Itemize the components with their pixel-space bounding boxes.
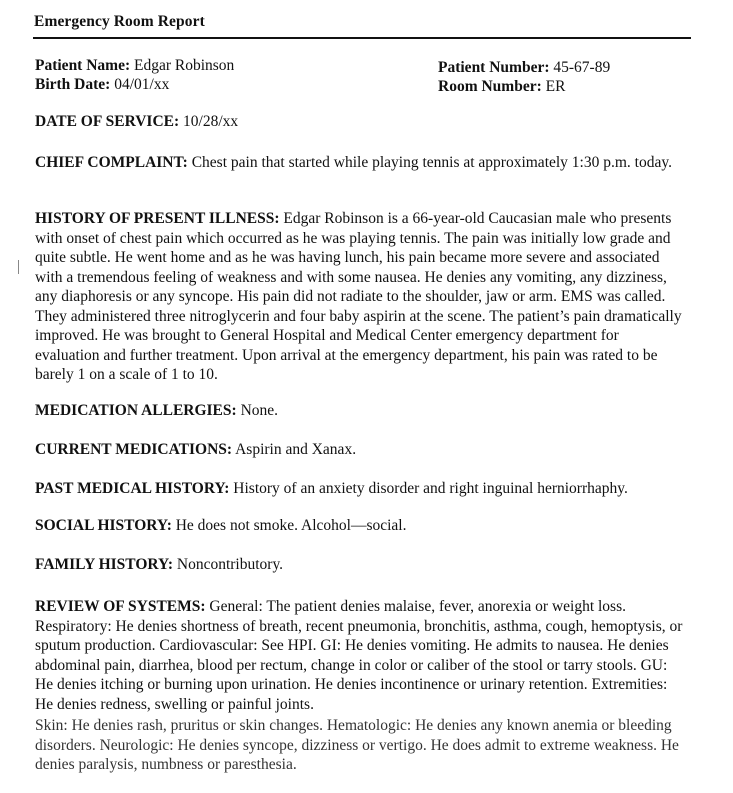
room-number-value: ER <box>545 78 566 95</box>
chief-complaint-label: CHIEF COMPLAINT: <box>35 154 188 171</box>
ros-section <box>35 597 687 714</box>
patient-number-value: 45-67-89 <box>553 59 611 76</box>
patient-name-label: Patient Name: <box>35 57 131 74</box>
social-history-text: He does not smoke. Alcohol—social. <box>175 517 407 534</box>
chief-complaint-section <box>35 153 687 173</box>
patient-number-row <box>438 58 610 78</box>
margin-mark <box>18 260 19 274</box>
family-history-text: Noncontributory. <box>176 556 284 573</box>
ros-label: REVIEW OF SYSTEMS: <box>35 598 206 615</box>
ros-continuation: Skin: He denies rash, pruritus or skin changes. Hematologic: He denies any known anemia or bleeding disorders. Neurologic: He denies syncope, dizziness or vertigo. He does admit to extreme weakness. He denies paralysis, numbness or paresthesia. <box>35 717 679 773</box>
ros-text: General: The patient denies malaise, fever, anorexia or weight loss. Respiratory: He denies shortness of breath, recent pneumonia, bronchitis, asthma, cough, hemoptysis, or sputum production. Cardiovascular: See HPI. GI: He denies vomiting. He admits to nausea. He denies abdominal pain, diarrhea, blood per rectum, change in color or caliber of the stool or tarry stools. GU: He denies itching or burning upon urination. He denies incontinence or urinary retention. Extremities: He denies redness, swelling or painful joints. <box>35 598 683 713</box>
hpi-text: Edgar Robinson is a 66-year-old Caucasian male who presents with onset of chest pain which occurred as he was playing tennis. The pain was initially low grade and quite subtle. He went home and as he was having lunch, his pain became more severe and associated with a tremendous feeling of weakness and with some nausea. He denies any vomiting, any dizziness, any diaphoresis or any syncope. His pain did not radiate to the shoulder, jaw or arm. EMS was called. They administered three nitroglycerin and four baby aspirin at the scene. The patient’s pain dramatically improved. He was brought to General Hospital and Medical Center emergency department for evaluation and further treatment. Upon arrival at the emergency department, his pain was rated to be barely 1 on a scale of 1 to 10. <box>35 210 682 383</box>
allergies-text: None. <box>240 402 279 419</box>
social-history-section <box>35 516 687 536</box>
title-divider <box>33 37 691 39</box>
allergies-section <box>35 401 687 421</box>
date-of-service-value: 10/28/xx <box>183 113 239 130</box>
chief-complaint-text: Chest pain that started while playing tennis at approximately 1:30 p.m. today. <box>191 154 672 171</box>
current-meds-text: Aspirin and Xanax. <box>235 441 357 458</box>
social-history-label: SOCIAL HISTORY: <box>35 517 172 534</box>
family-history-label: FAMILY HISTORY: <box>35 556 173 573</box>
date-of-service-label: DATE OF SERVICE: <box>35 113 180 130</box>
pmh-text: History of an anxiety disorder and right inguinal herniorrhaphy. <box>233 480 628 497</box>
patient-name-row <box>35 56 234 76</box>
hpi-section <box>35 209 687 385</box>
hpi-label: HISTORY OF PRESENT ILLNESS: <box>35 210 280 227</box>
current-meds-section <box>35 440 687 460</box>
family-history-section <box>35 555 687 575</box>
pmh-label: PAST MEDICAL HISTORY: <box>35 480 230 497</box>
date-of-service-section <box>35 112 687 132</box>
patient-name-value: Edgar Robinson <box>134 57 235 74</box>
report-title: Emergency Room Report <box>34 13 205 30</box>
birth-date-value: 04/01/xx <box>114 76 170 93</box>
birth-date-label: Birth Date: <box>35 76 111 93</box>
pmh-section <box>35 479 687 499</box>
allergies-label: MEDICATION ALLERGIES: <box>35 402 237 419</box>
room-number-row <box>438 77 565 97</box>
patient-number-label: Patient Number: <box>438 59 550 76</box>
birth-date-row <box>35 75 169 95</box>
room-number-label: Room Number: <box>438 78 542 95</box>
current-meds-label: CURRENT MEDICATIONS: <box>35 441 233 458</box>
